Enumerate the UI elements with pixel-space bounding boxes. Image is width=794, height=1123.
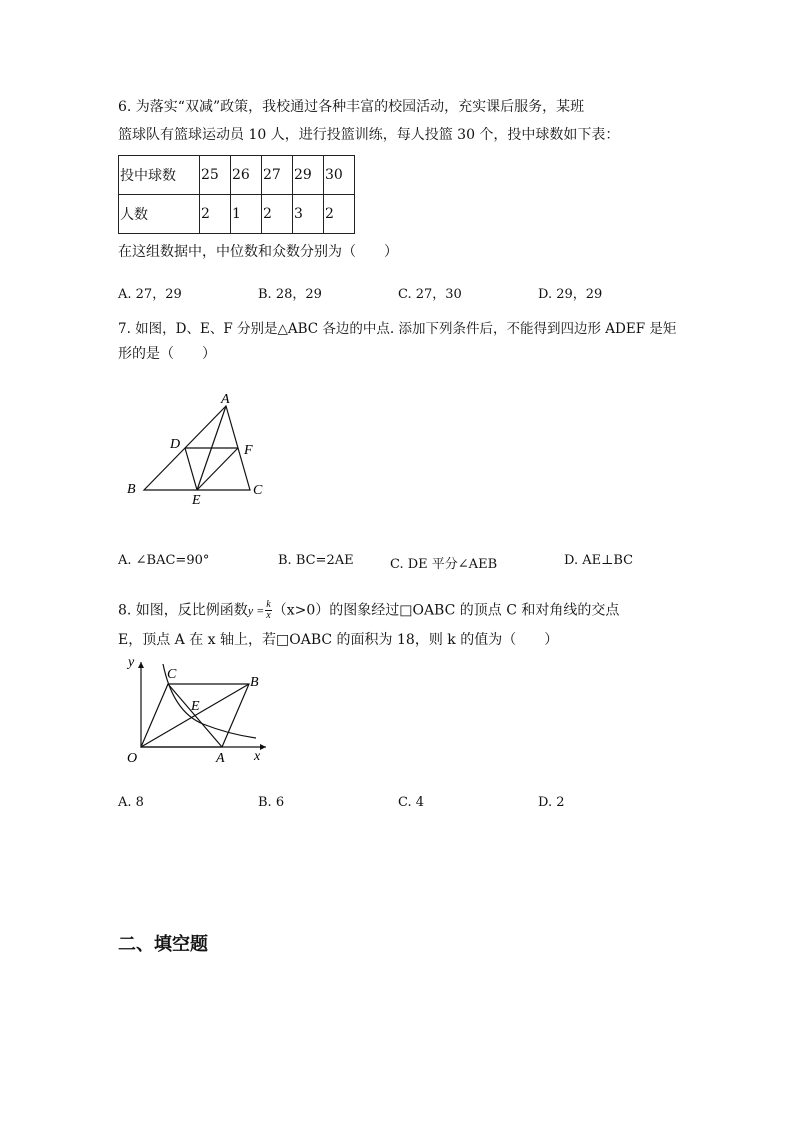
q8-option-c: C. 4	[398, 795, 425, 810]
q7-option-b: B. BC=2AE	[278, 553, 354, 568]
q6-question: 在这组数据中，中位数和众数分别为（ ）	[118, 244, 398, 260]
q8-option-b: B. 6	[258, 795, 285, 810]
q8-func-numerator: k	[266, 599, 271, 610]
q8-stem-suffix: （x>0）的图象经过□OABC 的顶点 C 和对角线的交点	[272, 602, 620, 619]
x-axis-arrow-icon	[260, 744, 266, 750]
q8-func-fraction	[265, 600, 271, 621]
label-c: C	[253, 483, 263, 498]
table-cell: 26	[231, 156, 262, 195]
q7-stem-line2: 形的是（ ）	[118, 346, 216, 362]
label-f: F	[244, 443, 253, 458]
label-a: A	[221, 392, 230, 407]
table-cell: 3	[293, 195, 324, 234]
label-o: O	[127, 751, 138, 766]
table-row	[119, 195, 355, 234]
q6-score-table	[118, 155, 355, 234]
q6-option-d: D. 29，29	[538, 287, 603, 302]
table-header-label: 投中球数	[119, 156, 200, 195]
q7-triangle-figure	[120, 390, 280, 510]
table-cell: 29	[293, 156, 324, 195]
label-d: D	[170, 437, 181, 452]
q6-option-a: A. 27，29	[118, 287, 182, 302]
q8-option-d: D. 2	[538, 795, 565, 810]
section-heading: 二、填空题	[118, 934, 208, 955]
q8-option-a: A. 8	[118, 795, 144, 810]
table-cell: 2	[262, 195, 293, 234]
q6-stem-line1: 6. 为落实“双减”政策，我校通过各种丰富的校园活动，充实课后服务，某班	[118, 99, 585, 115]
q6-option-c: C. 27，30	[398, 287, 462, 302]
y-axis-arrow-icon	[138, 662, 144, 668]
q8-stem-prefix: 8. 如图，反比例函数	[118, 602, 248, 619]
label-c: C	[167, 667, 177, 682]
q8-stem-line2: E，顶点 A 在 x 轴上，若□OABC 的面积为 18，则 k 的值为（ ）	[118, 632, 559, 648]
q8-func-denominator: x	[266, 610, 271, 621]
q6-stem-line2: 篮球队有篮球运动员 10 人，进行投篮训练，每人投篮 30 个，投中球数如下表：	[118, 127, 620, 143]
label-x: x	[254, 749, 261, 764]
q8-parallelogram-figure	[118, 652, 278, 770]
segment-ef	[197, 448, 238, 490]
q8-stem-line1	[118, 600, 619, 621]
segment-de	[185, 448, 197, 490]
table-cell: 2	[324, 195, 355, 234]
table-cell: 27	[262, 156, 293, 195]
label-y: y	[128, 655, 135, 670]
table-row-label: 人数	[119, 195, 200, 234]
label-b: B	[127, 482, 136, 497]
table-row	[119, 156, 355, 195]
table-cell: 25	[200, 156, 231, 195]
diagonal-ca	[168, 684, 222, 747]
table-cell: 1	[231, 195, 262, 234]
label-e: E	[191, 699, 200, 714]
q6-option-b: B. 28，29	[258, 287, 322, 302]
q8-func-lhs: y =	[247, 603, 265, 618]
table-cell: 2	[200, 195, 231, 234]
label-e: E	[192, 493, 201, 508]
table-cell: 30	[324, 156, 355, 195]
q7-option-a: A. ∠BAC=90°	[118, 553, 210, 568]
q7-option-d: D. AE⊥BC	[564, 553, 634, 568]
label-b: B	[250, 675, 259, 690]
label-a: A	[216, 751, 225, 766]
q7-option-c: C. DE 平分∠AEB	[390, 557, 498, 572]
q7-stem-line1: 7. 如图，D、E、F 分别是△ABC 各边的中点. 添加下列条件后，不能得到四边形 ADEF 是矩	[118, 321, 677, 337]
